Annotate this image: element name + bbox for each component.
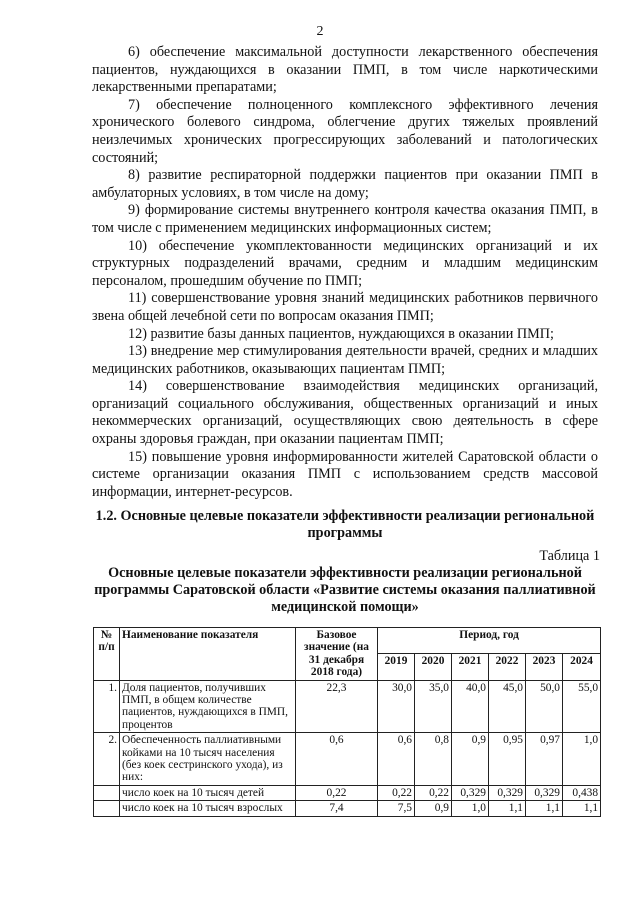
row-value: 35,0 (415, 680, 452, 733)
row-value: 0,95 (489, 733, 526, 786)
table-row (94, 785, 601, 800)
row-value: 1,0 (452, 801, 489, 816)
page-number: 2 (316, 24, 324, 39)
indicators-table (93, 627, 601, 817)
row-value: 0,8 (415, 733, 452, 786)
objective-item: 12) развитие базы данных пациентов, нуждающихся в оказании ПМП; (128, 325, 554, 342)
header-name: Наименование показателя (120, 628, 296, 681)
row-value: 0,438 (563, 785, 601, 800)
objective-item: 10) обеспечение укомплектованности медицинских организаций и их структурных подразделений врачами, средним и младшим медицинским персоналом, прошедшим обучение по ПМП; (92, 237, 598, 289)
objective-item: 14) совершенствование взаимодействия медицинских организаций, организаций социального обслуживания, общественных организаций и иных некоммерческих организаций, осуществляющих свою деятельность в сфере охраны здоровья граждан, при оказании пациентам ПМП; (92, 378, 598, 448)
row-num (94, 801, 120, 816)
row-num: 2. (94, 733, 120, 786)
header-year: 2023 (526, 654, 563, 680)
row-value: 1,0 (563, 733, 601, 786)
row-value: 45,0 (489, 680, 526, 733)
row-value: 7,5 (378, 801, 415, 816)
row-base: 0,22 (296, 785, 378, 800)
header-year: 2022 (489, 654, 526, 680)
row-value: 1,1 (563, 801, 601, 816)
section-heading: 1.2. Основные целевые показатели эффективности реализации региональной программы (95, 508, 595, 541)
row-value: 0,9 (415, 801, 452, 816)
table-number: Таблица 1 (539, 548, 600, 564)
header-year: 2024 (563, 654, 601, 680)
row-value: 1,1 (526, 801, 563, 816)
row-value: 0,22 (415, 785, 452, 800)
objective-item: 8) развитие респираторной поддержки пациентов при оказании ПМП в амбулаторных условиях, в том числе на дому; (92, 167, 598, 201)
row-base: 7,4 (296, 801, 378, 816)
row-num: 1. (94, 680, 120, 733)
objective-item: 15) повышение уровня информированности жителей Саратовской области о системе организации оказания ПМП с использованием средств массовой информации, интернет-ресурсов. (92, 448, 598, 500)
row-value: 50,0 (526, 680, 563, 733)
table-row (94, 680, 601, 733)
header-year: 2020 (415, 654, 452, 680)
header-year: 2019 (378, 654, 415, 680)
table-title: Основные целевые показатели эффективности реализации региональной программы Саратовской области «Развитие системы оказания паллиативной медицинской помощи» (94, 565, 596, 615)
objective-item: 7) обеспечение полноценного комплексного эффективного лечения хронического болевого синдрома, облегчение других тяжелых проявлений неизлечимых хронических прогрессирующих заболеваний и патологических состояний; (92, 96, 598, 166)
row-value: 30,0 (378, 680, 415, 733)
row-value: 0,329 (489, 785, 526, 800)
header-period: Период, год (378, 628, 601, 654)
row-name: число коек на 10 тысяч взрослых (120, 801, 296, 816)
objectives-list (92, 44, 598, 501)
table-row (94, 733, 601, 786)
row-base: 0,6 (296, 733, 378, 786)
objective-item: 13) внедрение мер стимулирования деятельности врачей, средних и младших медицинских работников, оказывающих пациентам ПМП; (92, 343, 598, 377)
row-value: 40,0 (452, 680, 489, 733)
objective-item: 11) совершенствование уровня знаний медицинских работников первичного звена общей лечебной сети по вопросам оказания ПМП; (92, 290, 598, 324)
row-value: 0,329 (526, 785, 563, 800)
row-name: число коек на 10 тысяч детей (120, 785, 296, 800)
row-value: 0,9 (452, 733, 489, 786)
row-value: 0,329 (452, 785, 489, 800)
header-num: № п/п (94, 628, 120, 681)
row-value: 0,97 (526, 733, 563, 786)
header-base: Базовое значение (на 31 декабря 2018 года) (296, 628, 378, 681)
row-name: Обеспеченность паллиативными койками на 10 тысяч населения (без коек сестринского ухода), из них: (120, 733, 296, 786)
row-base: 22,3 (296, 680, 378, 733)
row-num (94, 785, 120, 800)
table-row (94, 801, 601, 816)
row-name: Доля пациентов, получивших ПМП, в общем количестве пациентов, нуждающихся в ПМП, процентов (120, 680, 296, 733)
row-value: 0,6 (378, 733, 415, 786)
objective-item: 9) формирование системы внутреннего контроля качества оказания ПМП, в том числе с применением медицинских информационных систем; (92, 202, 598, 236)
row-value: 0,22 (378, 785, 415, 800)
row-value: 1,1 (489, 801, 526, 816)
header-year: 2021 (452, 654, 489, 680)
objective-item: 6) обеспечение максимальной доступности лекарственного обеспечения пациентов, нуждающихся в оказании ПМП, в том числе наркотическими лекарственными препаратами; (92, 44, 598, 96)
row-value: 55,0 (563, 680, 601, 733)
